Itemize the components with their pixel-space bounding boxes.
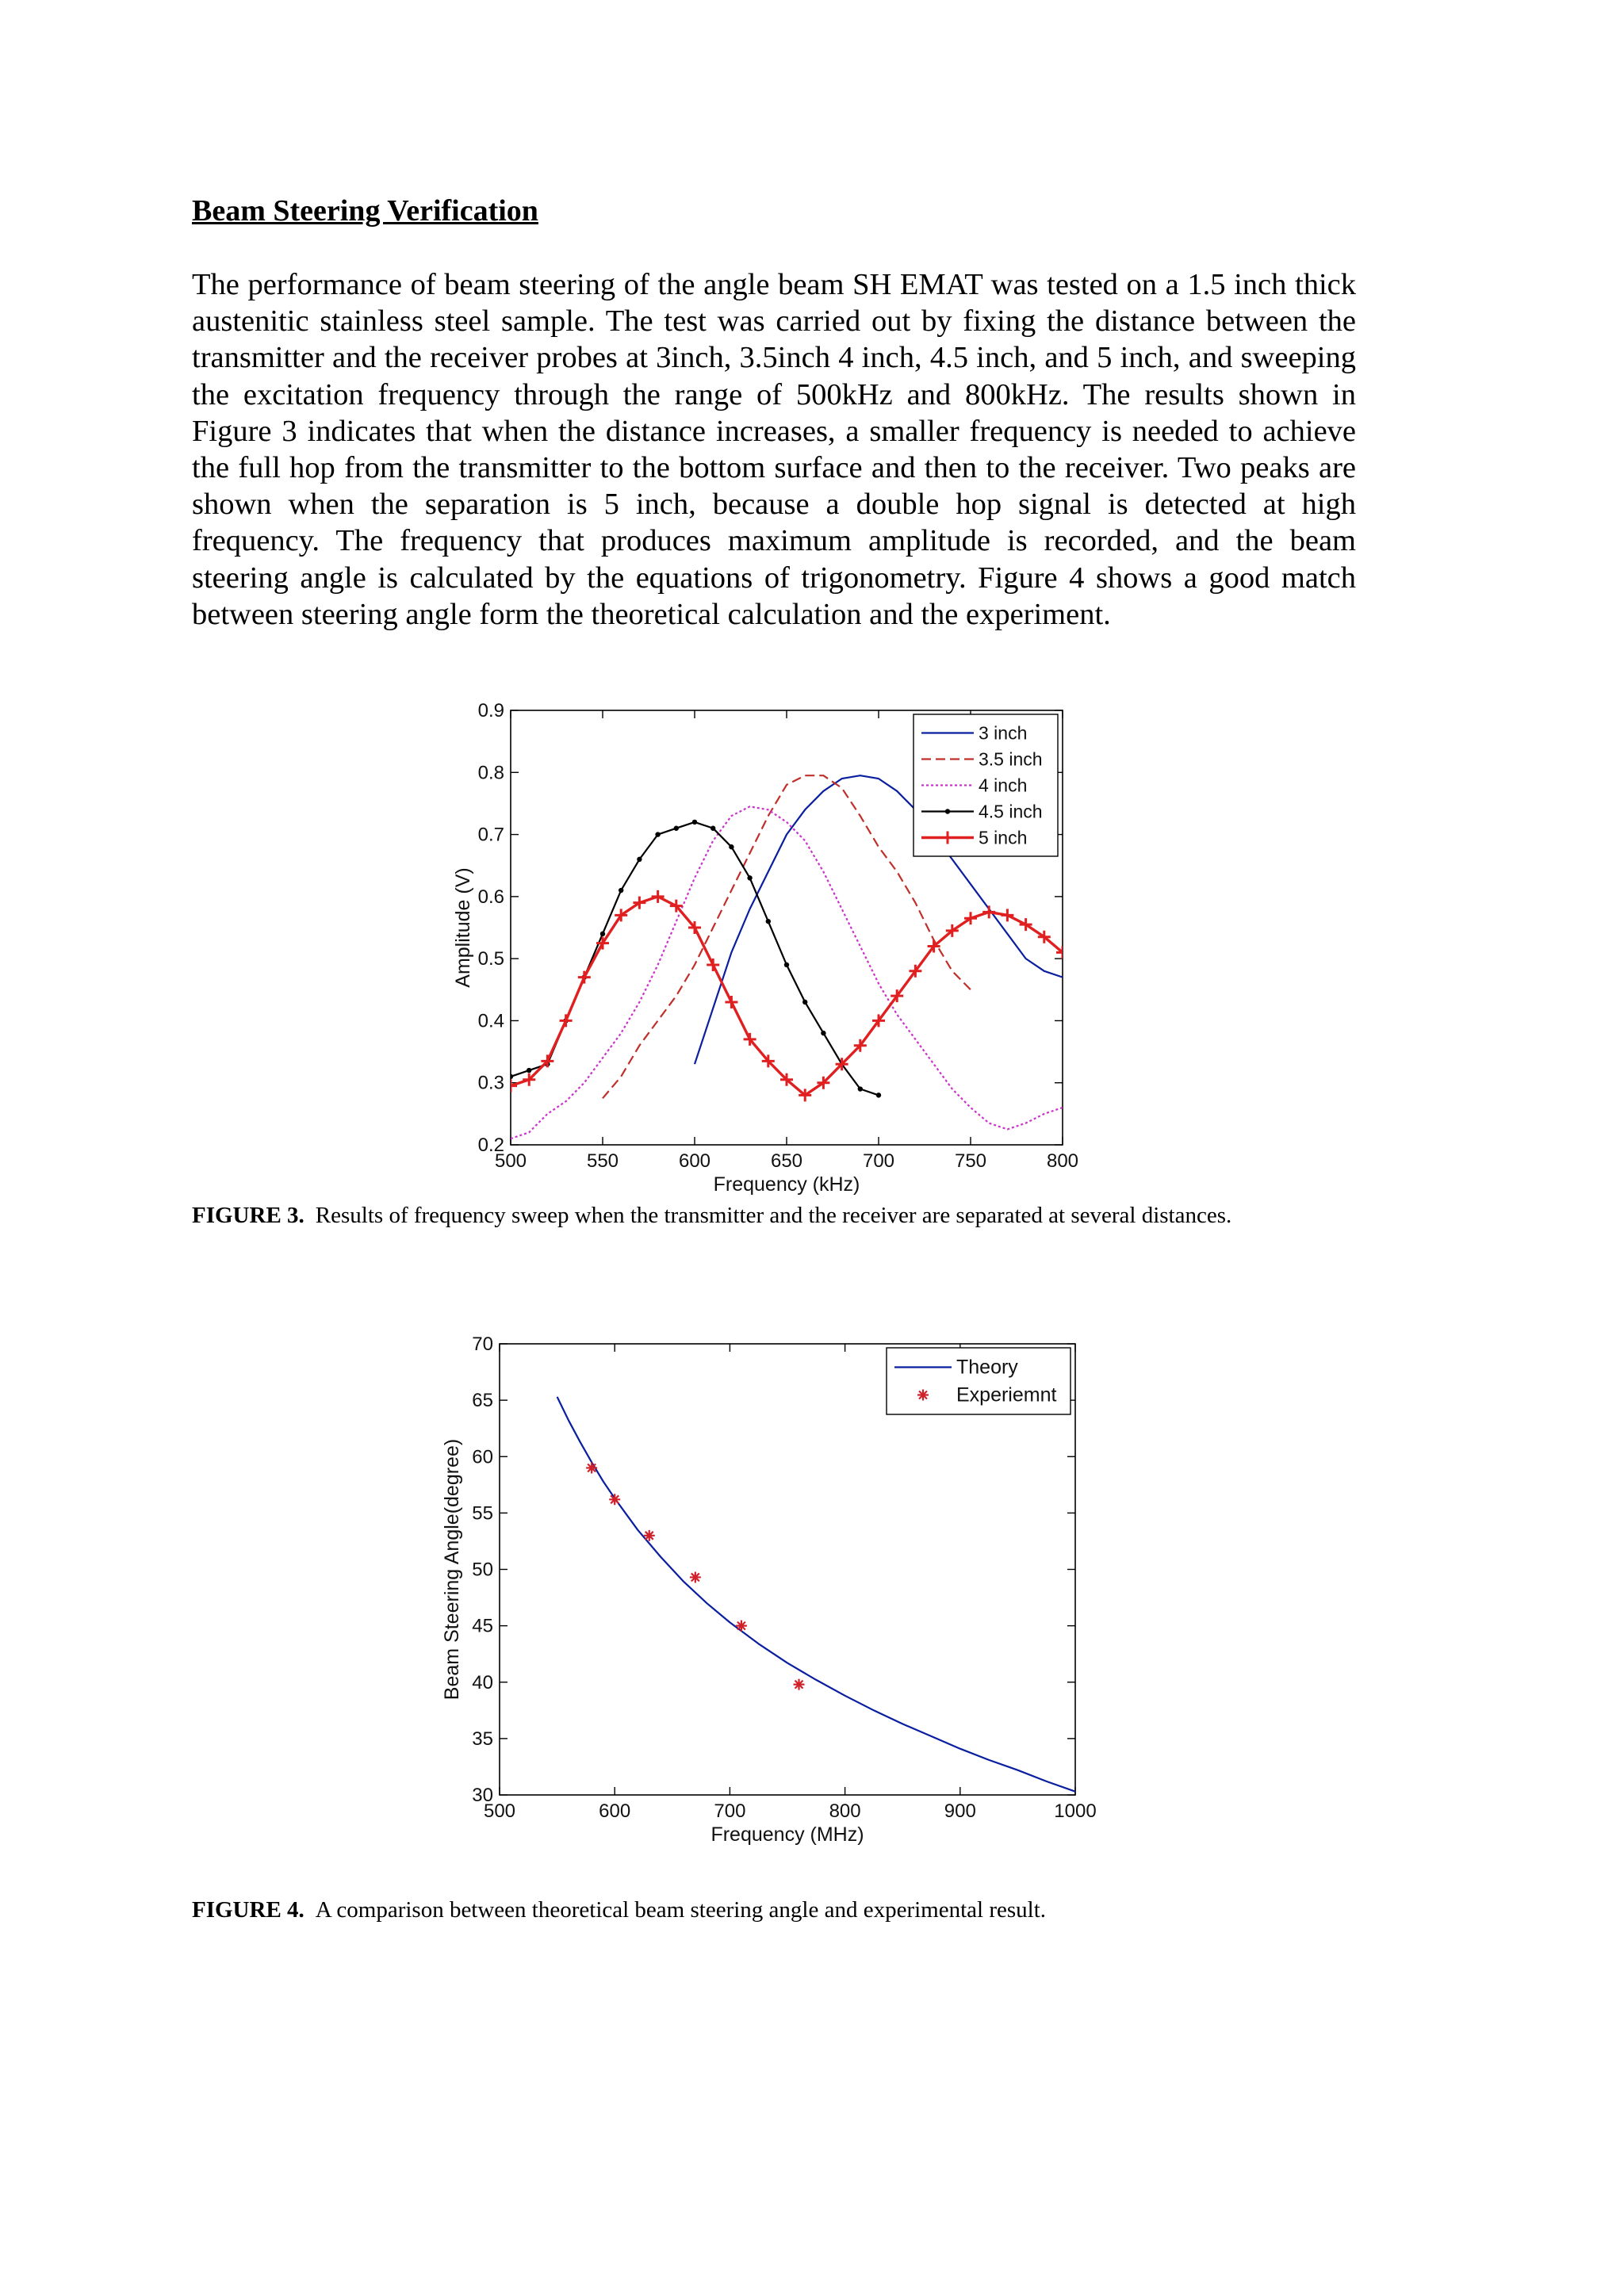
y-tick-label: 0.7 bbox=[477, 824, 504, 846]
x-tick-label: 700 bbox=[862, 1150, 895, 1172]
legend-label: Theory bbox=[956, 1356, 1018, 1379]
x-tick-label: 800 bbox=[1046, 1150, 1079, 1172]
x-tick-label: 500 bbox=[494, 1150, 527, 1172]
figure-4-caption-text: A comparison between theoretical beam steering angle and experimental result. bbox=[315, 1897, 1046, 1923]
series-experiemnt-point bbox=[586, 1462, 597, 1473]
body-paragraph: The performance of beam steering of the angle beam SH EMAT was tested on a 1.5 inch thick austenitic stainless steel sample. The test was carried out by fixing the distance between the transmitter and the receiver probes at 3inch, 3.5inch 4 inch, 4.5 inch, and 5 inch, and sweeping the excitation frequency through the range of 500kHz and 800kHz. The results shown in Figure 3 indicates that when the distance increases, a smaller frequency is needed to achieve the full hop from the transmitter to the bottom surface and then to the receiver. Two peaks are shown when the separation is 5 inch, because a double hop signal is detected at high frequency. The frequency that produces maximum amplitude is recorded, and the beam steering angle is calculated by the equations of trigonometry. Figure 4 shows a good match between steering angle form the theoretical calculation and the experiment. bbox=[192, 268, 1356, 631]
y-tick-label: 55 bbox=[472, 1502, 493, 1525]
y-tick-label: 50 bbox=[472, 1559, 493, 1581]
y-tick-label: 0.2 bbox=[477, 1135, 504, 1156]
x-tick-label: 900 bbox=[944, 1800, 976, 1822]
series-experiemnt-point bbox=[736, 1621, 747, 1632]
x-tick-label: 650 bbox=[770, 1150, 803, 1172]
y-tick-label: 0.8 bbox=[477, 762, 504, 784]
section-heading: Beam Steering Verification bbox=[192, 194, 538, 228]
x-tick-label: 750 bbox=[954, 1150, 987, 1172]
legend-label: 5 inch bbox=[979, 827, 1028, 848]
y-tick-label: 0.3 bbox=[477, 1072, 504, 1094]
series-experiemnt-point bbox=[609, 1494, 620, 1505]
series-experiemnt-point bbox=[794, 1679, 805, 1690]
legend-label: 3 inch bbox=[979, 722, 1028, 744]
x-tick-label: 600 bbox=[678, 1150, 711, 1172]
x-tick-label: 550 bbox=[586, 1150, 619, 1172]
x-tick-label: 800 bbox=[829, 1800, 861, 1822]
y-tick-label: 0.9 bbox=[477, 700, 504, 721]
figure-4-caption bbox=[192, 1895, 1356, 1926]
x-axis-label: Frequency (kHz) bbox=[713, 1173, 860, 1196]
legend-marker bbox=[917, 1390, 929, 1401]
y-tick-label: 40 bbox=[472, 1671, 493, 1693]
y-tick-label: 45 bbox=[472, 1615, 493, 1637]
legend-label: 3.5 inch bbox=[979, 748, 1043, 770]
y-tick-label: 60 bbox=[472, 1446, 493, 1468]
y-tick-label: 70 bbox=[472, 1334, 493, 1355]
y-tick-label: 0.6 bbox=[477, 886, 504, 908]
legend bbox=[887, 1348, 1071, 1414]
x-tick-label: 500 bbox=[483, 1800, 516, 1822]
x-tick-label: 1000 bbox=[1054, 1800, 1097, 1822]
series-experiemnt-point bbox=[690, 1571, 701, 1582]
y-axis-label: Beam Steering Angle(degree) bbox=[441, 1438, 463, 1701]
y-tick-label: 0.5 bbox=[477, 948, 504, 970]
x-axis-label: Frequency (MHz) bbox=[710, 1823, 864, 1846]
y-tick-label: 35 bbox=[472, 1728, 493, 1750]
series-experiemnt-point bbox=[644, 1530, 655, 1541]
y-axis-label: Amplitude (V) bbox=[452, 867, 474, 988]
legend-label: 4.5 inch bbox=[979, 801, 1043, 822]
figure-3-caption-text: Results of frequency sweep when the transmitter and the receiver are separated at several distances. bbox=[315, 1203, 1232, 1228]
y-tick-label: 65 bbox=[472, 1390, 493, 1412]
legend-label: 4 inch bbox=[979, 775, 1028, 796]
legend-label: Experiemnt bbox=[956, 1383, 1057, 1406]
y-tick-label: 30 bbox=[472, 1785, 493, 1806]
y-tick-label: 0.4 bbox=[477, 1010, 504, 1032]
x-tick-label: 600 bbox=[599, 1800, 631, 1822]
figure-4-label: FIGURE 4. bbox=[192, 1897, 304, 1923]
x-tick-label: 700 bbox=[714, 1800, 746, 1822]
figure-3-label: FIGURE 3. bbox=[192, 1203, 304, 1228]
